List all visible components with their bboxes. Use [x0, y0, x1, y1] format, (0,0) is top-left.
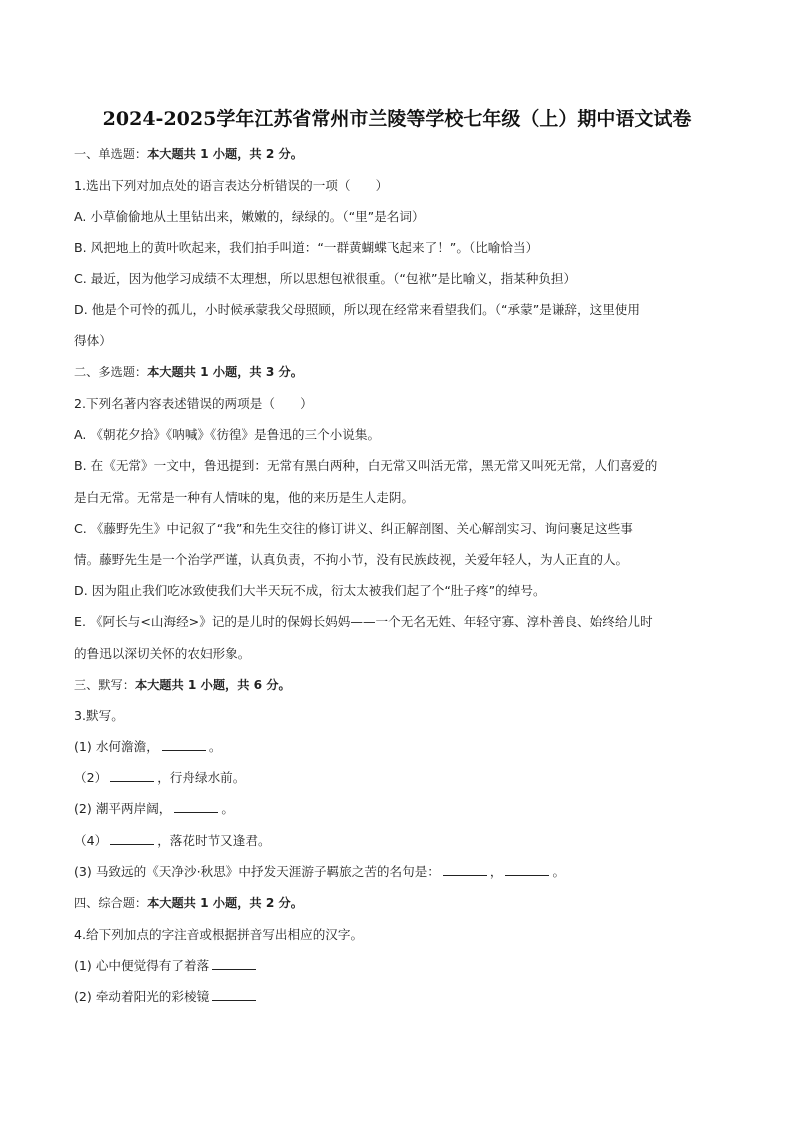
- q3-item-4-text: ，落花时节又逢君。: [157, 833, 271, 848]
- q3-item-4-num: （4）: [74, 833, 108, 848]
- q3-item-3-end: 。: [221, 801, 234, 816]
- q2-option-b-line1: B. 在《无常》一文中，鲁迅提到：无常有黑白两种，白无常又叫活无常，黑无常又叫死无常，人们喜爱的: [74, 458, 658, 473]
- answer-blank[interactable]: [110, 833, 154, 845]
- q4-item-2-text: (2) 牵动着阳光的彩棱镜: [74, 989, 210, 1004]
- q3-item-1: [74, 739, 724, 755]
- q3-item-2-num: （2）: [74, 770, 108, 785]
- q3-item-3: [74, 801, 724, 817]
- answer-blank[interactable]: [212, 958, 256, 970]
- q1-stem: 1.选出下列对加点处的语言表达分析错误的一项（ ）: [74, 178, 389, 193]
- q2-option-a: A. 《朝花夕拾》《呐喊》《彷徨》是鲁迅的三个小说集。: [74, 427, 381, 442]
- q4-item-1: [74, 958, 724, 974]
- section-3-label: 三、默写：: [74, 678, 135, 692]
- answer-blank[interactable]: [212, 989, 256, 1001]
- answer-blank[interactable]: [162, 739, 206, 751]
- q1-option-d-line1: D. 他是个可怜的孤儿，小时候承蒙我父母照顾，所以现在经常来看望我们。（“承蒙”是谦辞，这里使用: [74, 302, 640, 317]
- q2-option-e-line2: 的鲁迅以深切关怀的农妇形象。: [74, 646, 251, 661]
- q2-option-e-line1: E. 《阿长与<山海经>》记的是儿时的保姆长妈妈——一个无名无姓、年轻守寡、淳朴善良、始终给儿时: [74, 614, 653, 629]
- q3-stem: 3.默写。: [74, 708, 124, 723]
- answer-blank[interactable]: [174, 801, 218, 813]
- q2-option-c-line1: C. 《藤野先生》中记叙了“我”和先生交往的修订讲义、纠正解剖图、关心解剖实习、询问裹足这些事: [74, 521, 633, 536]
- q3-item-4: [74, 833, 724, 849]
- q4-stem: 4.给下列加点的字注音或根据拼音写出相应的汉字。: [74, 927, 364, 942]
- q3-item-3-text: (2) 潮平两岸阔，: [74, 801, 172, 816]
- section-4-desc: 本大题共 1 小题，共 2 分。: [147, 896, 303, 910]
- q1-option-d-line2: 得体）: [74, 333, 112, 348]
- q3-item-2-text: ，行舟绿水前。: [157, 770, 246, 785]
- q3-item-5-end: 。: [552, 864, 566, 879]
- section-2-heading: [74, 364, 724, 380]
- q4-item-1-text: (1) 心中便觉得有了着落: [74, 958, 210, 973]
- q1-option-b: B. 风把地上的黄叶吹起来，我们拍手叫道：“一群黄蝴蝶飞起来了！”。（比喻恰当）: [74, 240, 539, 255]
- section-4-label: 四、综合题：: [74, 896, 148, 910]
- q3-item-1-end: 。: [208, 739, 222, 754]
- q3-item-5-comma: ，: [489, 864, 503, 879]
- section-2-desc: 本大题共 1 小题，共 3 分。: [147, 365, 303, 379]
- section-1-heading: [74, 146, 724, 162]
- answer-blank[interactable]: [110, 770, 154, 782]
- answer-blank[interactable]: [443, 864, 487, 876]
- q2-stem: 2.下列名著内容表述错误的两项是（ ）: [74, 396, 313, 411]
- answer-blank[interactable]: [505, 864, 549, 876]
- section-3-heading: [74, 677, 724, 693]
- q1-option-a: A. 小草偷偷地从土里钻出来，嫩嫩的，绿绿的。（“里”是名词）: [74, 209, 425, 224]
- q4-item-2: [74, 989, 724, 1005]
- q2-option-c-line2: 情。藤野先生是一个治学严谨，认真负责，不拘小节，没有民族歧视，关爱年轻人，为人正直的人。: [74, 552, 629, 567]
- q2-option-d: D. 因为阻止我们吃冰致使我们大半天玩不成，衍太太被我们起了个“肚子疼”的绰号。: [74, 583, 546, 598]
- q3-item-5: [74, 864, 724, 880]
- q2-option-b-line2: 是白无常。无常是一种有人情味的鬼，他的来历是生人走阴。: [74, 490, 415, 505]
- section-4-heading: [74, 895, 724, 911]
- exam-title: 2024-2025学年江苏省常州市兰陵等学校七年级（上）期中语文试卷: [102, 108, 692, 130]
- section-1-label: 一、单选题：: [74, 147, 148, 161]
- q3-item-1-text: (1) 水何澹澹，: [74, 739, 159, 754]
- section-3-desc: 本大题共 1 小题，共 6 分。: [134, 678, 291, 692]
- q3-item-2: [74, 770, 724, 786]
- section-1-desc: 本大题共 1 小题，共 2 分。: [147, 147, 303, 161]
- q3-item-5-text: (3) 马致远的《天净沙·秋思》中抒发天涯游子羁旅之苦的名句是：: [74, 864, 440, 879]
- q1-option-c: C. 最近，因为他学习成绩不太理想，所以思想包袱很重。（“包袱”是比喻义，指某种负担）: [74, 271, 577, 286]
- section-2-label: 二、多选题：: [74, 365, 148, 379]
